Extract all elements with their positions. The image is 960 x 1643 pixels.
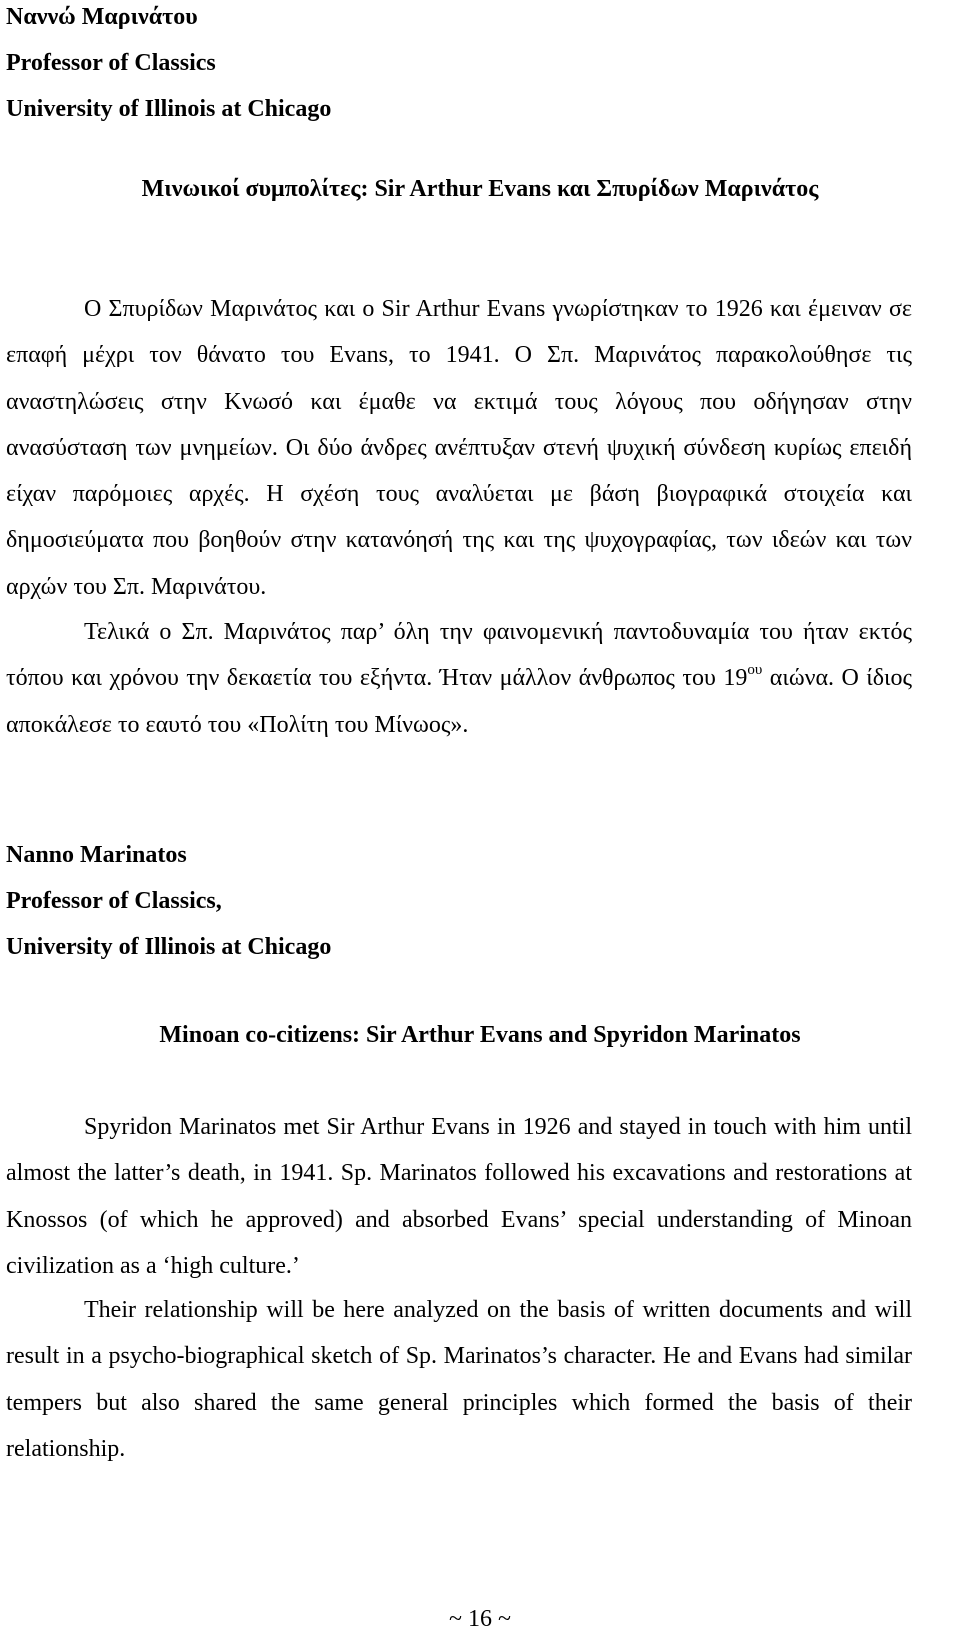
greek-author-university: University of Illinois at Chicago bbox=[6, 96, 332, 122]
greek-paragraph-2 bbox=[6, 609, 912, 748]
english-author-name: Nanno Marinatos bbox=[6, 842, 187, 868]
english-author-block bbox=[6, 832, 331, 970]
page-number: ~ 16 ~ bbox=[449, 1606, 511, 1632]
english-paragraph-2: Their relationship will be here analyzed on the basis of written documents and will result in a psycho-biographical sketch of Sp. Marinatos’s character. He and Evans had similar tempers but also shared the same general principles which formed the basis of their relationship. bbox=[6, 1297, 912, 1463]
english-author-position: Professor of Classics, bbox=[6, 888, 222, 914]
greek-title: Μινωικοί συμπολίτες: Sir Arthur Evans και Σπυρίδων Μαρινάτος bbox=[141, 176, 819, 202]
greek-paragraph-2-main: Τελικά ο Σπ. Μαρινάτος παρ’ όλη την φαινομενική παντοδυναμία του ήταν εκτός τόπου και χρόνου την δεκαετία του εξήντα. Ήταν μάλλον άνθρωπος του 19 bbox=[6, 619, 912, 692]
greek-author-name: Ναννώ Μαρινάτου bbox=[6, 4, 198, 30]
english-author-university: University of Illinois at Chicago bbox=[6, 934, 332, 960]
english-title: Minoan co-citizens: Sir Arthur Evans and Spyridon Marinatos bbox=[159, 1022, 801, 1048]
greek-paragraph-1: Ο Σπυρίδων Μαρινάτος και ο Sir Arthur Evans γνωρίστηκαν το 1926 και έμειναν σε επαφή μέχρι τον θάνατο του Evans, το 1941. Ο Σπ. Μαρινάτος παρακολούθησε τις αναστηλώσεις στην Κνωσό και έμαθε να εκτιμά τους λόγους που οδήγησαν στην ανασύσταση των μνημείων. Οι δύο άνδρες ανέπτυξαν στενή ψυχική σύνδεση κυρίως επειδή είχαν παρόμοιες αρχές. Η σχέση τους αναλύεται με βάση βιογραφικά στοιχεία και δημοσιεύματα που βοηθούν στην κατανόησή της και της ψυχογραφίας, των ιδεών και των αρχών του Σπ. Μαρινάτου. bbox=[6, 296, 912, 600]
greek-ordinal-superscript: ου bbox=[747, 662, 763, 679]
english-paragraph-1: Spyridon Marinatos met Sir Arthur Evans in 1926 and stayed in touch with him until almost the latter’s death, in 1941. Sp. Marinatos followed his excavations and restorations at Knossos (of which he approved) and absorbed Evans’ special understanding of Minoan civilization as a ‘high culture.’ bbox=[6, 1114, 912, 1280]
greek-paragraph-2-end: αιώνα. Ο ίδιος αποκάλεσε το εαυτό του «Πολίτη του Μίνωος». bbox=[6, 665, 913, 738]
greek-author-position: Professor of Classics bbox=[6, 50, 216, 76]
greek-author-block bbox=[6, 0, 331, 132]
